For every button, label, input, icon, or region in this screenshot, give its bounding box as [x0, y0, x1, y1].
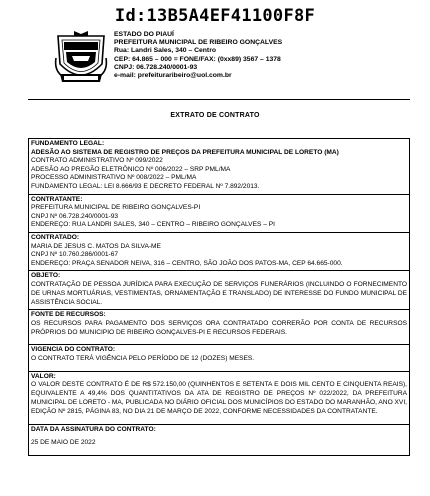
section-line: PROCESSO ADMINISTRATIVO Nº 008/2022 – PML/MA [31, 174, 197, 182]
section-heading: OBJETO: [31, 272, 61, 280]
document-title: EXTRATO DE CONTRATO [170, 112, 260, 119]
section-text: O CONTRATO TERÁ VIGÊNCIA PELO PERÍODO DE 12 (DOZES) MESES. [31, 355, 255, 363]
section-heading: CONTRATANTE: [31, 195, 83, 203]
header-cep-phone: CEP: 64.865 – 000 = FONE/FAX: (0xx89) 3567 – 1378 [114, 55, 281, 63]
section-line: ADESÃO AO PREGÃO ELETRÔNICO Nº 006/2022 – SRP PML/MA [31, 165, 231, 173]
section-objeto [28, 270, 410, 309]
letterhead [52, 30, 382, 92]
section-text: CONTRATAÇÃO DE PESSOA JURÍDICA PARA EXECUÇÃO DE SERVIÇOS FUNERÁRIOS (INCLUINDO O FORNECIMENTO DE URNAS MORTUÁRIAS, VESTIMENTAS, ORNAMENTAÇÃO E TRANSLADO) DE INTERESSE DO FUNDO MUNICIPAL DE ASSISTÊNCIA SOCIAL. [31, 280, 407, 306]
section-line: ENDEREÇO: RUA LANDRI SALES, 340 – CENTRO – RIBEIRO GONÇALVES – PI [31, 221, 275, 229]
section-line: CNPJ Nº 10.760.286/0001-67 [31, 251, 119, 259]
section-heading: DATA DA ASSINATURA DO CONTRATO: [31, 425, 156, 433]
header-divider [28, 99, 410, 100]
document-id: Id:13B5A4EF41100F8F [114, 6, 316, 26]
section-heading: CONTRATADO: [31, 233, 80, 241]
section-line: CONTRATO ADMINISTRATIVO Nº 099/2022 [31, 157, 163, 165]
section-fonte-de-recursos [28, 309, 410, 344]
section-heading: FUNDAMENTO LEGAL: [31, 140, 105, 147]
section-line: ENDEREÇO: PRAÇA SENADOR NEIVA, 316 – CENTRO, SÃO JOÃO DOS PATOS-MA, CEP 64.665-000. [31, 259, 343, 267]
section-fundamento-legal [28, 138, 410, 194]
section-contratante [28, 194, 410, 232]
section-contratado [28, 232, 410, 270]
header-cnpj: CNPJ: 06.728.240/0001-93 [114, 63, 198, 71]
section-line: CNPJ Nº 06.728.240/0001-93 [31, 212, 119, 220]
section-line: FUNDAMENTO LEGAL: LEI 8.666/93 E DECRETO FEDERAL Nº 7.892/2013. [31, 182, 260, 190]
section-heading: VIGENCIA DO CONTRATO: [31, 346, 116, 354]
section-line: MARIA DE JESUS C. MATOS DA SILVA-ME [31, 242, 161, 250]
header-prefecture: PREFEITURA MUNICIPAL DE RIBEIRO GONÇALVES [114, 39, 283, 47]
section-text: OS RECURSOS PARA PAGAMENTO DOS SERVIÇOS ORA CONTRATADO CORRERÃO POR CONTA DE RECURSOS PRÓPRIOS DO MUNICIPIO DE RIBEIRO GONÇALVES-PI E RECURSOS FEDERAIS. [31, 319, 407, 336]
section-heading: FONTE DE RECURSOS: [31, 311, 106, 319]
section-text: O VALOR DESTE CONTRATO É DE R$ 572.150,00 (QUINHENTOS E SETENTA E DOIS MIL CENTO E CINQUENTA REAIS), EQUIVALENTE A 49,4% DOS QUANTITATIVOS DA ATA DE REGISTRO DE PREÇOS Nº 022/2022, DA PREFEITURA MUNICIPAL DE LORETO - MA, PUBLICADA NO DIÁRIO OFICIAL DOS MUNICÍPIOS DO ESTADO DO MARANHÃO, ANO XVI, EDIÇÃO Nº 2815, PÁGINA 83, NO DIA 21 DE MARÇO DE 2022, CONFORME NECESSIDADES DA CONTRATANTE. [31, 381, 407, 415]
section-vigencia [28, 344, 410, 370]
section-heading: VALOR: [31, 372, 56, 380]
section-data-assinatura [28, 424, 410, 456]
contract-extract-body [28, 138, 410, 456]
header-email: e-mail: prefeituraribeiro@uol.com.br [114, 72, 232, 80]
header-state: ESTADO DO PIAUÍ [114, 31, 174, 38]
municipal-coat-of-arms-icon [52, 30, 110, 90]
section-valor [28, 371, 410, 424]
section-line: PREFEITURA MUNICIPAL DE RIBEIRO GONÇALVES-PI [31, 204, 201, 212]
section-subheading: ADESÃO AO SISTEMA DE REGISTRO DE PREÇOS DA PREFEITURA MUNICIPAL DE LORETO (MA) [31, 148, 339, 156]
header-address: Rua: Landri Sales, 340 – Centro [114, 47, 216, 55]
section-text: 25 DE MAIO DE 2022 [31, 439, 96, 447]
